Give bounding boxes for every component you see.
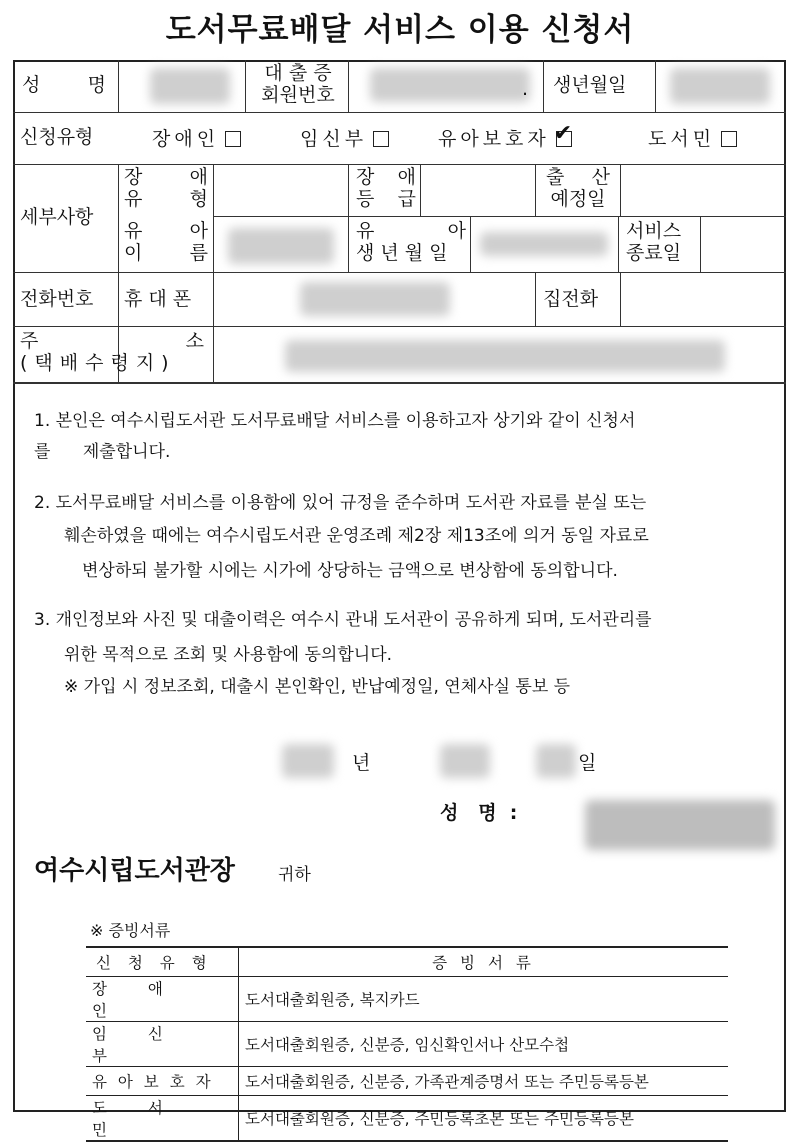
date-month-value <box>440 744 490 778</box>
mobile-value <box>300 282 450 316</box>
recipient-name: 여수시립도서관장 <box>34 856 235 886</box>
card-label: 대 출 증 회원번호 <box>261 62 335 106</box>
evidence-docs: 도서대출회원증, 복지카드 <box>239 977 729 1022</box>
type-option-pregnant[interactable]: 임신부 <box>300 128 389 150</box>
type-option-islander[interactable]: 도서민 <box>648 128 737 150</box>
check-icon: ✔ <box>553 121 573 146</box>
birth-label: 생년월일 <box>553 74 627 96</box>
page-title: 도서무료배달 서비스 이용 신청서 <box>165 12 635 48</box>
detail-label: 세부사항 <box>20 206 94 228</box>
checkbox-pregnant[interactable] <box>373 131 389 147</box>
child-birth-value <box>480 232 608 256</box>
checkbox-islander[interactable] <box>721 131 737 147</box>
type-label: 신청유형 <box>20 126 94 148</box>
birth-value <box>670 68 770 104</box>
child-name-label: 유 아 이 름 <box>124 220 208 264</box>
evidence-col-docs: 증 빙 서 류 <box>239 947 729 977</box>
disability-type-label: 장 애 유 형 <box>124 166 208 210</box>
table-row <box>86 977 728 1022</box>
term-3-line-2: 위한 목적으로 조회 및 사용함에 동의합니다. <box>64 645 393 665</box>
evidence-docs: 도서대출회원증, 신분증, 가족관계증명서 또는 주민등록등본 <box>239 1067 729 1096</box>
signature-value <box>585 800 775 850</box>
type-option-infant-guardian[interactable]: 유아보호자 ✔ <box>438 121 573 150</box>
name-value <box>150 68 230 104</box>
evidence-docs: 도서대출회원증, 신분증, 주민등록초본 또는 주민등록등본 <box>239 1096 729 1142</box>
name-label: 성 명 <box>22 74 106 96</box>
date-year-value <box>282 744 334 778</box>
table-row <box>86 1022 728 1067</box>
term-3-note: ※ 가입 시 정보조회, 대출시 본인확인, 반납예정일, 연체사실 통보 등 <box>64 677 571 697</box>
evidence-type: 장 애 인 <box>86 977 239 1022</box>
card-number-suffix: . <box>522 78 529 100</box>
table-row <box>86 1096 728 1142</box>
evidence-header-row <box>86 947 728 977</box>
evidence-table <box>86 946 728 1142</box>
address-label: 주 소 (택배수령지) <box>20 330 204 374</box>
child-birth-label: 유 아 생 년 월 일 <box>356 220 466 264</box>
evidence-type: 임 신 부 <box>86 1022 239 1067</box>
recipient-suffix: 귀하 <box>278 865 311 885</box>
evidence-heading: ※ 증빙서류 <box>90 921 171 940</box>
address-value <box>285 340 725 372</box>
date-year-label: 년 <box>352 752 371 774</box>
child-name-value <box>228 228 334 264</box>
checkbox-infant-guardian[interactable] <box>553 121 573 147</box>
evidence-type: 유 아 보 호 자 <box>86 1067 239 1096</box>
term-1-line-1: 1. 본인은 여수시립도서관 도서무료배달 서비스를 이용하고자 상기와 같이 신청서 <box>34 411 636 431</box>
signature-label: 성 명 : <box>440 802 518 824</box>
date-day-value <box>536 744 576 778</box>
term-2-line-2: 훼손하였을 때에는 여수시립도서관 운영조례 제2장 제13조에 의거 동일 자료로 <box>64 526 649 546</box>
table-row <box>86 1067 728 1096</box>
service-end-label: 서비스 종료일 <box>626 220 682 264</box>
term-2-line-1: 2. 도서무료배달 서비스를 이용함에 있어 규정을 준수하며 도서관 자료를 분실 또는 <box>34 493 647 513</box>
term-1-line-2: 를 제출합니다. <box>34 442 171 462</box>
checkbox-disabled[interactable] <box>225 131 241 147</box>
mobile-label: 휴 대 폰 <box>124 288 192 310</box>
evidence-docs: 도서대출회원증, 신분증, 임신확인서나 산모수첩 <box>239 1022 729 1067</box>
card-number-value <box>370 68 530 102</box>
evidence-type: 도 서 민 <box>86 1096 239 1142</box>
due-date-label: 출 산 예정일 <box>546 166 610 210</box>
evidence-col-type: 신 청 유 형 <box>86 947 239 977</box>
type-option-disabled[interactable]: 장애인 <box>152 128 241 150</box>
term-3-line-1: 3. 개인정보와 사진 및 대출이력은 여수시 관내 도서관이 공유하게 되며, 도서관리를 <box>34 610 652 630</box>
date-day-label: 일 <box>578 752 597 774</box>
disability-grade-label: 장 애 등 급 <box>356 166 416 210</box>
home-phone-label: 집전화 <box>543 288 599 310</box>
term-2-line-3: 변상하되 불가할 시에는 시가에 상당하는 금액으로 변상함에 동의합니다. <box>82 561 618 581</box>
phone-label: 전화번호 <box>20 288 94 310</box>
